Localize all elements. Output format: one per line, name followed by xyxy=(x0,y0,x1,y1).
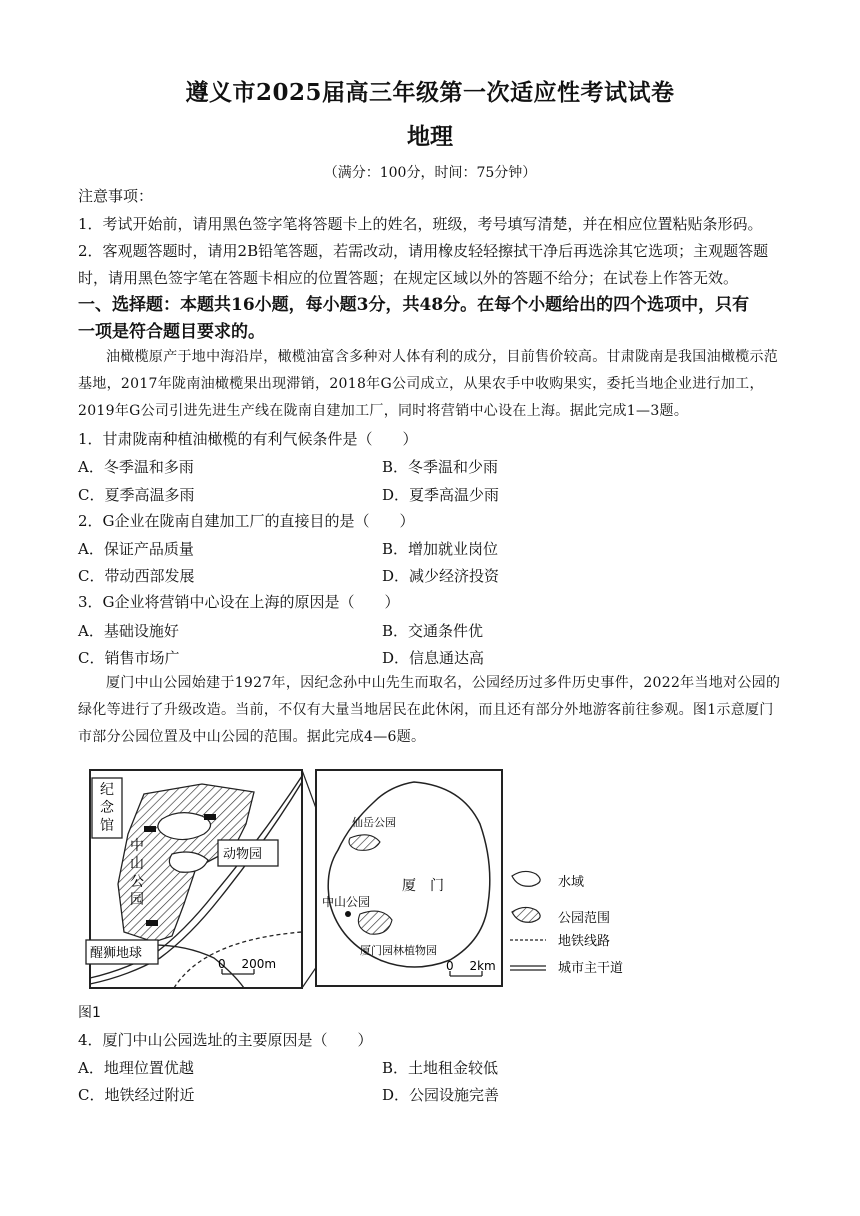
right-map-xiamen xyxy=(316,770,502,986)
question-3-stem: 3．G企业将营销中心设在上海的原因是（ ） xyxy=(78,593,400,611)
notice-item-1: 1．考试开始前，请用黑色签字笔将答题卡上的姓名，班级，考号填写清楚，并在相应位置粘贴条形码。 xyxy=(78,215,763,233)
figure-caption: 图1 xyxy=(78,1005,101,1021)
passage-olive: 油橄榄原产于地中海沿岸，橄榄油富含多种对人体有利的成分，目前售价较高。甘肃陇南是我国油橄榄示范基地，2017年陇南油橄榄果出现滞销，2018年G公司成立，从果农手中收购果实，委托当地企业进行加工，2019年G公司引进先进生产线在陇南自建加工厂，同时将营销中心设在上海。据此完成1—3题。 xyxy=(78,349,779,419)
notice-item-2b: 时，请用黑色签字笔在答题卡相应的位置答题；在规定区域以外的答题不给分；在试卷上作答无效。 xyxy=(78,269,739,287)
q3-option-c: C．销售市场广 xyxy=(78,649,180,667)
label-park: 园 xyxy=(130,892,144,908)
label-zhongshan-park: 中山公园 xyxy=(322,895,371,909)
section-heading-line1: 一、选择题：本题共16小题，每小题3分，共48分。在每个小题给出的四个选项中，只有 xyxy=(78,295,750,315)
section-heading-line2: 一项是符合题目要求的。 xyxy=(78,322,265,342)
legend-road: 城市主干道 xyxy=(558,961,624,976)
q4-option-a: A．地理位置优越 xyxy=(78,1059,194,1077)
q3-option-a: A．基础设施好 xyxy=(78,622,179,640)
legend-park-area: 公园范围 xyxy=(558,911,611,926)
label-park: 中 xyxy=(130,838,144,854)
legend-metro: 地铁线路 xyxy=(558,934,611,949)
q2-option-a: A．保证产品质量 xyxy=(78,540,194,558)
right-scale-label: 0 2km xyxy=(446,959,496,973)
zhongshan-park-marker xyxy=(345,911,351,917)
label-botanical-garden: 厦门园林植物园 xyxy=(360,944,437,957)
label-park: 公 xyxy=(130,874,144,890)
label-xianyue-park: 仙岳公园 xyxy=(352,816,396,829)
gate-marker xyxy=(144,826,156,832)
question-2-stem: 2．G企业在陇南自建加工厂的直接目的是（ ） xyxy=(78,512,415,530)
legend-water: 水域 xyxy=(558,875,585,890)
label-zoo: 动物园 xyxy=(223,847,263,862)
q2-option-c: C．带动西部发展 xyxy=(78,567,195,585)
label-memorial: 念 xyxy=(100,800,114,816)
q2-option-b: B．增加就业岗位 xyxy=(382,540,499,558)
gate-marker xyxy=(204,814,216,820)
score-time-note: （满分：100分，时间：75分钟） xyxy=(323,165,537,181)
label-memorial: 馆 xyxy=(100,818,114,834)
question-4-stem: 4．厦门中山公园选址的主要原因是（ ） xyxy=(78,1031,373,1049)
q4-option-c: C．地铁经过附近 xyxy=(78,1086,195,1104)
passage-zhongshan-park: 厦门中山公园始建于1927年，因纪念孙中山先生而取名，公园经历过多件历史事件，2022年当地对公园的绿化等进行了升级改造。当前，不仅有大量当地居民在此休闲，而且还有部分外地游客前往参观。图1示意厦门市部分公园位置及中山公园的范围。据此完成4—6题。 xyxy=(78,675,781,745)
question-1-stem: 1．甘肃陇南种植油橄榄的有利气候条件是（ ） xyxy=(78,430,418,448)
label-xiamen: 厦 门 xyxy=(402,878,444,894)
q1-option-c: C．夏季高温多雨 xyxy=(78,486,195,504)
subject-title: 地理 xyxy=(407,123,453,150)
figure-1-maps xyxy=(84,764,704,996)
q4-option-d: D．公园设施完善 xyxy=(382,1086,500,1104)
q1-option-d: D．夏季高温少雨 xyxy=(382,486,500,504)
gate-marker xyxy=(146,920,158,926)
label-park: 山 xyxy=(130,856,144,872)
page-title: 遵义市2025届高三年级第一次适应性考试试卷 xyxy=(185,79,675,106)
notice-item-2a: 2．客观题答题时，请用2B铅笔答题，若需改动，请用橡皮轻轻擦拭干净后再选涂其它选项；主观题答题 xyxy=(78,242,769,260)
q4-option-b: B．土地租金较低 xyxy=(382,1059,499,1077)
q2-option-d: D．减少经济投资 xyxy=(382,567,500,585)
q1-option-a: A．冬季温和多雨 xyxy=(78,458,194,476)
q1-option-b: B．冬季温和少雨 xyxy=(382,458,499,476)
notice-heading: 注意事项： xyxy=(78,187,154,205)
label-memorial: 纪 xyxy=(100,782,114,798)
left-map-zhongshan-park xyxy=(86,770,302,988)
q3-option-d: D．信息通达高 xyxy=(382,649,485,667)
label-globe: 醒狮地球 xyxy=(90,946,143,961)
q3-option-b: B．交通条件优 xyxy=(382,622,484,640)
map-legend xyxy=(510,871,623,976)
left-scale-label: 0 200m xyxy=(218,957,277,971)
